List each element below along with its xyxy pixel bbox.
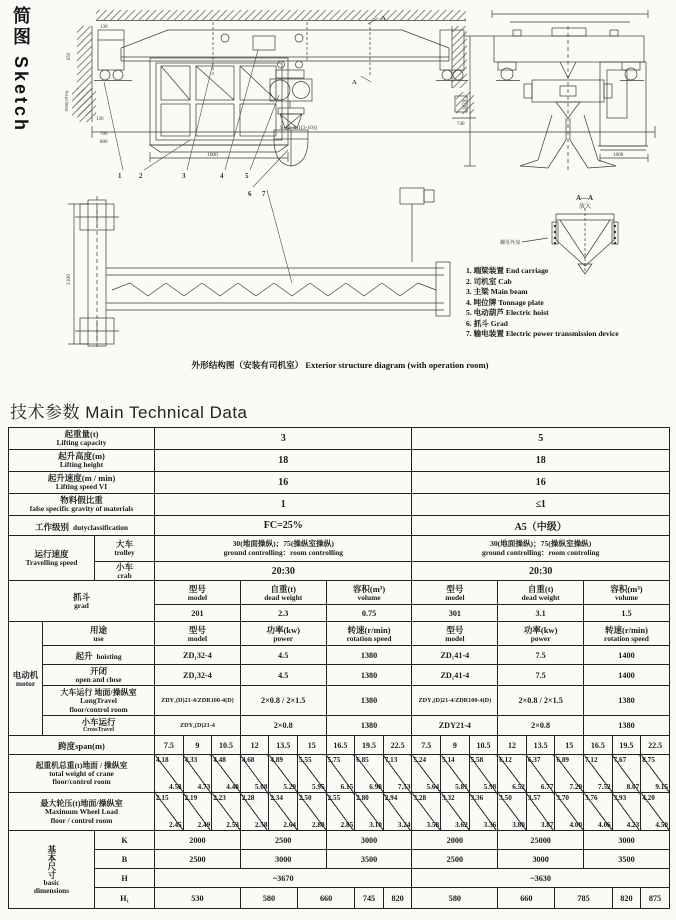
value-cell: ZDY₁(D)21-4/ZDR100-4(D)	[155, 686, 241, 716]
label-span: 跨度span(m)	[9, 736, 155, 755]
cab	[150, 58, 288, 162]
wheel-cell: 2.34 2.64	[270, 794, 296, 830]
main-beam-elevation	[121, 22, 449, 75]
value-cell: 4.5	[240, 646, 326, 665]
dim-1900: 1900(1910)	[64, 90, 69, 112]
span-cell: 12	[240, 736, 269, 755]
value-cell: 660	[298, 888, 355, 909]
label-zh: 起重量(t)	[64, 429, 99, 440]
label-specific-gravity: 物料假比重 false specific gravity of materials	[9, 494, 155, 516]
value-cell: FC=25%	[155, 516, 412, 536]
value-cell: 1.5	[584, 605, 670, 622]
row-duty-classification	[9, 516, 670, 536]
wheel-cell: 2.55 2.85	[327, 794, 354, 830]
value-cell: 1380	[584, 716, 670, 736]
wheel-cell: 2.94 3.24	[384, 794, 411, 830]
value-cell: 1380	[584, 686, 670, 716]
weight-cell: 4.68 5.08	[241, 756, 268, 792]
wheel-cell: 2.28 2.58	[241, 794, 268, 830]
value-cell: 0.75	[326, 605, 412, 622]
span-cell: 16.5	[584, 736, 613, 755]
wheel-cell: 4.20 4.50	[642, 794, 668, 830]
weight-cell: 4.33 4.73	[184, 756, 211, 792]
dim-650: 650	[67, 52, 72, 60]
dim-span: S±[2~0.1(3-10)]	[280, 125, 317, 131]
row-total-weight	[9, 755, 670, 793]
dim-3670: 3670	[462, 99, 468, 110]
value-cell: ZD₁41-4	[412, 665, 498, 686]
header-grab-weight: 自重(t) dead weight	[498, 581, 584, 605]
value-cell: ~3630	[412, 869, 669, 888]
value-cell: 3500	[584, 850, 670, 869]
weight-cell: 5.24 5.64	[413, 756, 440, 792]
label-b: B	[95, 850, 155, 869]
value-cell: ZD₁41-4	[412, 646, 498, 665]
value-cell: 18	[155, 450, 412, 472]
label-lifting-height: 起升高度(m) Lifting height	[9, 450, 155, 472]
legend-item: 6. 抓斗 Grad	[466, 318, 508, 328]
dim-2100: 2100	[66, 274, 72, 285]
value-cell: ZD₁32-4	[155, 646, 241, 665]
dim-120: 120	[96, 117, 104, 122]
value-cell: 1400	[584, 646, 670, 665]
row-dim-b	[9, 850, 670, 869]
row-span	[9, 736, 670, 755]
value-cell: 18	[412, 450, 669, 472]
weight-cell: 7.67 8.07	[613, 756, 640, 792]
header-motor-speed: 转速(r/min) rotation speed	[584, 622, 670, 646]
label-crab: 小车 crab	[95, 562, 155, 581]
row-lifting-height	[9, 450, 670, 472]
label-basic-dimensions: 基本尺寸 basic dimensions	[9, 831, 95, 909]
row-dim-h1	[9, 888, 670, 909]
grab-elevation	[274, 108, 308, 166]
value-cell: 20:30	[412, 562, 669, 581]
header-motor-model: 型号 model	[412, 622, 498, 646]
section-marker-a-top: A	[381, 15, 386, 22]
wheel-cell: 3.57 3.87	[527, 794, 554, 830]
value-cell: 2.3	[240, 605, 326, 622]
value-cell: ~3670	[155, 869, 412, 888]
weight-cell: 6.85 6.98	[356, 756, 382, 792]
value-cell: ZD₁32-4	[155, 665, 241, 686]
drawing-legend	[466, 266, 619, 340]
value-cell: 3500	[326, 850, 412, 869]
wheel-cell: 2.19 2.49	[184, 794, 211, 830]
span-cell: 13.5	[269, 736, 298, 755]
header-grab-volume: 容积(m³) volume	[326, 581, 412, 605]
value-cell: 875	[641, 888, 670, 909]
detail-sub: 放大	[579, 204, 592, 210]
wheel-cell: 3.36 3.36	[470, 794, 497, 830]
span-cell: 7.5	[412, 736, 441, 755]
weight-cell: 7.13 7.53	[384, 756, 411, 792]
value-cell: 1380	[326, 646, 412, 665]
label-wheel-load: 最大轮压(t)地面/操纵室 Maximum Wheel Load floor / control room	[9, 793, 155, 831]
wheel-cell: 2.80 3.10	[356, 794, 382, 830]
dim-740: 740	[457, 122, 465, 127]
span-cell: 15	[555, 736, 584, 755]
value-cell: 785	[555, 888, 612, 909]
ceiling-hatch	[96, 10, 466, 21]
wheel-cell: 3.28 3.58	[413, 794, 440, 830]
weight-cell: 5.58 5.98	[470, 756, 497, 792]
legend-item: 7. 输电装置 Electric power transmission device	[466, 329, 619, 338]
weight-cell: 4.89 5.29	[270, 756, 296, 792]
plan-view	[68, 188, 450, 350]
technical-data-table	[8, 427, 670, 909]
value-cell: 3000	[584, 831, 670, 850]
leader-4: 4	[220, 172, 224, 180]
value-cell: ZDY₁(D)21-4/ZDR100-4(D)	[412, 686, 498, 716]
wheel-cell: 3.70 4.00	[556, 794, 583, 830]
value-cell: 3.1	[498, 605, 584, 622]
wheel-cell: 3.93 4.23	[613, 794, 640, 830]
label-lifting-speed: 起升速度(m / min) Lifting speed VI	[9, 472, 155, 494]
wheel-cell: 2.50 2.80	[299, 794, 325, 830]
value-cell: 745	[355, 888, 384, 909]
weight-cell: 4.18 4.58	[156, 756, 182, 792]
label-lifting-capacity	[9, 428, 155, 450]
value-cell: 2500	[240, 831, 326, 850]
value-cell: 2×0.8 / 2×1.5	[498, 686, 584, 716]
value-cell: 16	[155, 472, 412, 494]
span-cell: 19.5	[355, 736, 384, 755]
header-motor-model: 型号 model	[155, 622, 241, 646]
row-dim-k	[9, 831, 670, 850]
label-en: Lifting capacity	[56, 438, 107, 448]
legend-item: 4. 吨位牌 Tonnage plate	[466, 297, 544, 307]
label-grab: 抓斗 grad	[9, 581, 155, 622]
row-motor-long-travel	[9, 686, 670, 716]
header-grab-model: 型号 model	[412, 581, 498, 605]
wheel-cell: 3.76 4.06	[585, 794, 611, 830]
row-travel-crab	[9, 562, 670, 581]
leader-1: 1	[118, 172, 122, 180]
value-cell: A5（中级）	[412, 516, 669, 536]
header-motor-power: 功率(kw) power	[240, 622, 326, 646]
value-cell: 20:30	[155, 562, 412, 581]
header-grab-model: 型号 model	[155, 581, 241, 605]
value-cell: 820	[612, 888, 641, 909]
label-hoisting: 起升 hoisting	[43, 646, 155, 665]
weight-cell: 8.75 9.15	[642, 756, 668, 792]
span-cell: 19.5	[612, 736, 641, 755]
label-duty-classification: 工作级别 dutyclassification	[9, 516, 155, 536]
row-specific-gravity	[9, 494, 670, 516]
value-cell: ZDY₁(D)21-4	[155, 716, 241, 736]
weight-cell: 5.75 6.15	[327, 756, 354, 792]
weight-cell: 4.48 4.48	[213, 756, 239, 792]
end-carriage-left	[94, 30, 132, 81]
row-lifting-capacity	[9, 428, 670, 450]
grab-section-detail	[522, 208, 618, 274]
value-cell: 2000	[412, 831, 498, 850]
dim-1600: 1600	[207, 152, 218, 158]
leader-7: 7	[262, 190, 266, 198]
value-cell: 1380	[326, 686, 412, 716]
value-cell: 3000	[498, 850, 584, 869]
span-cell: 15	[298, 736, 327, 755]
span-cell: 13.5	[526, 736, 555, 755]
header-motor-speed: 转速(r/min) rotation speed	[326, 622, 412, 646]
label-open-close: 开闭 open and close	[43, 665, 155, 686]
value-cell: 2500	[412, 850, 498, 869]
value-cell: 4.5	[240, 665, 326, 686]
value-cell: 7.5	[498, 646, 584, 665]
value-cell: 2×0.8	[240, 716, 326, 736]
label-motor: 电动机 motor	[9, 622, 43, 736]
value-cell: ZDY21-4	[412, 716, 498, 736]
wheel-cell: 3.50 3.80	[499, 794, 525, 830]
dim-700: 700	[100, 132, 108, 137]
row-dim-h	[9, 869, 670, 888]
dim-130: 130	[100, 25, 108, 30]
span-cell: 10.5	[212, 736, 241, 755]
value-cell: 201	[155, 605, 241, 622]
label-h1: H₁	[95, 888, 155, 909]
label-k: K	[95, 831, 155, 850]
value-cell: 3	[155, 428, 412, 450]
tonnage-plate	[253, 36, 275, 50]
span-cell: 12	[498, 736, 527, 755]
label-h: H	[95, 869, 155, 888]
drawing-caption: 外形结构图（安装有司机室） Exterior structure diagram (with operation room)	[191, 360, 489, 370]
label-travelling-speed: 运行速度 Travelling speed	[9, 536, 95, 581]
row-wheel-load	[9, 793, 670, 831]
wheel-cell: 2.23 2.53	[213, 794, 239, 830]
legend-item: 5. 电动葫芦 Electric hoist	[466, 308, 549, 317]
span-cell: 9	[441, 736, 470, 755]
value-cell: 30(地面操纵)；75(操纵室操纵) ground controlling：room controlling	[155, 536, 412, 562]
sketch-title: 简图 Sketch	[11, 6, 31, 134]
value-cell: 301	[412, 605, 498, 622]
value-cell: 530	[155, 888, 241, 909]
leader-3: 3	[182, 172, 186, 180]
value-cell: 2000	[155, 831, 241, 850]
header-motor-use: 用途 use	[43, 622, 155, 646]
dim-800: 800	[100, 140, 108, 145]
weight-cell: 5.55 5.95	[299, 756, 325, 792]
header-grab-weight: 自重(t) dead weight	[240, 581, 326, 605]
value-cell: 660	[498, 888, 555, 909]
row-travel-trolley	[9, 536, 670, 562]
value-cell: 1	[155, 494, 412, 516]
span-cell: 16.5	[326, 736, 355, 755]
detail-note: 螺母外加	[500, 241, 521, 246]
end-view	[464, 10, 648, 170]
value-cell: 2×0.8 / 2×1.5	[240, 686, 326, 716]
label-long-travel: 大车运行 地面/操纵室 LongTravel floor/control room	[43, 686, 155, 716]
leader-2: 2	[139, 172, 143, 180]
value-cell: 25000	[498, 831, 584, 850]
value-cell: 2×0.8	[498, 716, 584, 736]
leader-6: 6	[248, 190, 252, 198]
weight-cell: 7.12 7.52	[585, 756, 611, 792]
value-cell: 580	[240, 888, 297, 909]
label-trolley: 大车 trolley	[95, 536, 155, 562]
weight-cell: 6.89 7.29	[556, 756, 583, 792]
value-cell: 1380	[326, 716, 412, 736]
detail-title: A—A	[576, 194, 594, 202]
dim-1000: 1000	[613, 152, 624, 158]
row-motor-hoisting	[9, 646, 670, 665]
value-cell: 820	[383, 888, 412, 909]
label-total-weight: 起重机总重(t)地面 / 操纵室 total weight of crane floor/control room	[9, 755, 155, 793]
legend-item: 2. 司机室 Cab	[466, 276, 512, 286]
value-cell: 5	[412, 428, 669, 450]
wheel-cell: 3.32 3.62	[442, 794, 468, 830]
span-cell: 9	[183, 736, 212, 755]
weight-cell: 6.12 6.52	[499, 756, 525, 792]
section-marker-a-bottom: A	[352, 79, 357, 86]
sketch-section	[0, 0, 676, 390]
label-cross-travel: 小车运行 CrossTravel	[43, 716, 155, 736]
value-cell: 3000	[240, 850, 326, 869]
row-grab-header	[9, 581, 670, 605]
row-motor-header	[9, 622, 670, 646]
value-cell: 3000	[326, 831, 412, 850]
row-motor-open-close	[9, 665, 670, 686]
value-cell: 580	[412, 888, 498, 909]
row-motor-cross-travel	[9, 716, 670, 736]
value-cell: 16	[412, 472, 669, 494]
leader-5: 5	[245, 172, 249, 180]
header-grab-volume: 容积(m³) volume	[584, 581, 670, 605]
row-lifting-speed	[9, 472, 670, 494]
span-cell: 10.5	[469, 736, 498, 755]
weight-cell: 6.37 6.77	[527, 756, 554, 792]
value-cell: ≤1	[412, 494, 669, 516]
value-cell: 2500	[155, 850, 241, 869]
span-cell: 7.5	[155, 736, 184, 755]
wheel-cell: 2.15 2.45	[156, 794, 182, 830]
legend-item: 1. 端梁装置 End carriage	[466, 266, 549, 275]
value-cell: 30(地面操纵)；75(操纵室操纵) ground controlling：room controling	[412, 536, 669, 562]
header-motor-power: 功率(kw) power	[498, 622, 584, 646]
value-cell: 1380	[326, 665, 412, 686]
value-cell: 7.5	[498, 665, 584, 686]
span-cell: 22.5	[383, 736, 412, 755]
left-wall-hatch	[72, 26, 96, 122]
weight-cell: 5.14 5.81	[442, 756, 468, 792]
section-heading: 技术参数 Main Technical Data	[10, 403, 248, 422]
value-cell: 1400	[584, 665, 670, 686]
legend-item: 3. 主梁 Main beam	[466, 287, 528, 296]
span-cell: 22.5	[641, 736, 670, 755]
